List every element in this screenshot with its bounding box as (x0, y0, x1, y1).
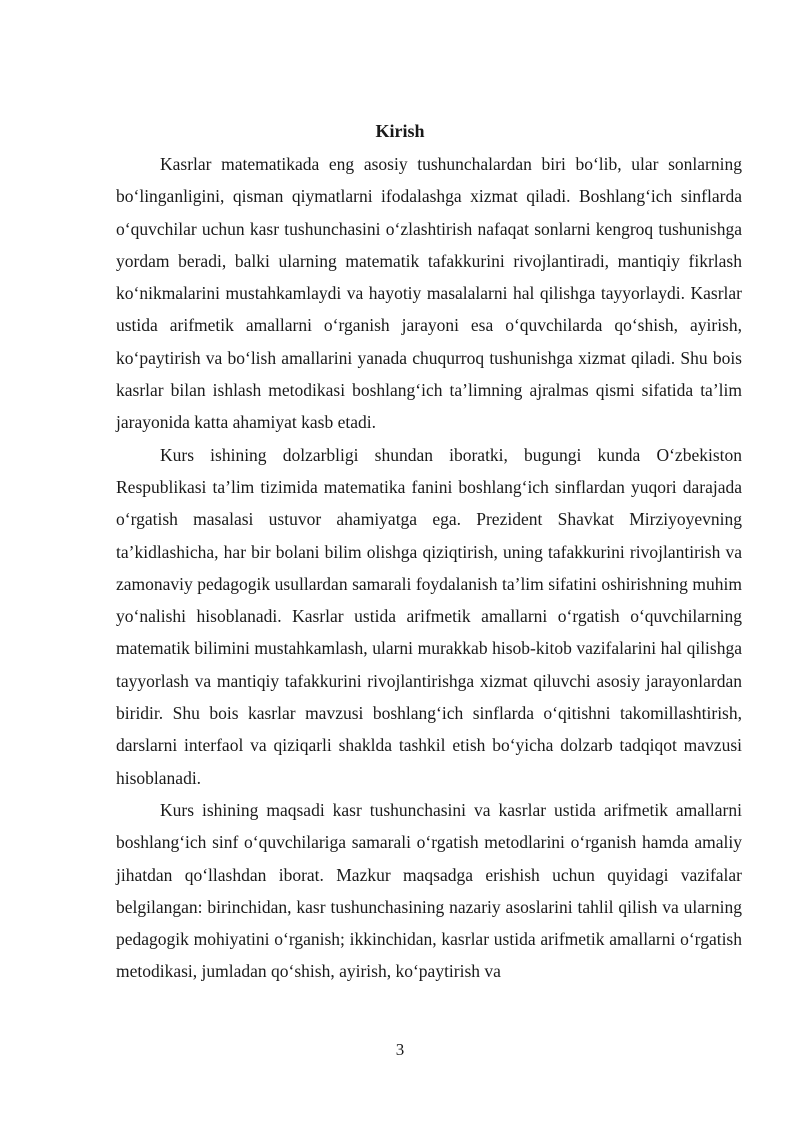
section-heading: Kirish (375, 121, 425, 141)
page-number: 3 (395, 1040, 405, 1059)
paragraph-relevance: Kurs ishining dolzarbligi shundan iboratki, bugungi kunda O‘zbekiston Respublikasi ta’lim tizimida matematika fanini boshlang‘ich sinflardan yuqori darajada o‘rgatish masalasi ustuvor ahamiyatga ega. Prezident Shavkat Mirziyoyevning ta’kidlashicha, har bir bolani bilim olishga qiziqtirish, uning tafakkurini rivojlantirish va zamonaviy pedagogik usullardan samarali foydalanish ta’lim sifatini oshirishning muhim yo‘nalishi hisoblanadi. Kasrlar ustida arifmetik amallarni o‘rgatish o‘quvchilarning matematik bilimini mustahkamlash, ularni murakkab hisob-kitob vazifalarini hal qilishga tayyorlash va mantiqiy tafakkurini rivojlantirishga xizmat qiluvchi asosiy jarayonlardan biridir. Shu bois kasrlar mavzusi boshlang‘ich sinflarda o‘qitishni takomillashtirish, darslarni interfaol va qiziqarli shaklda tashkil etish bo‘yicha dolzarb tadqiqot mavzusi hisoblanadi. (116, 444, 742, 788)
paragraph-intro: Kasrlar matematikada eng asosiy tushunchalardan biri bo‘lib, ular sonlarning bo‘linganligini, qisman qiymatlarni ifodalashga xizmat qiladi. Boshlang‘ich sinflarda o‘quvchilar uchun kasr tushunchasini o‘zlashtirish nafaqat sonlarni kengroq tushunishga yordam beradi, balki ularning matematik tafakkurini rivojlantiradi, mantiqiy fikrlash ko‘nikmalarini mustahkamlaydi va hayotiy masalalarni hal qilishga tayyorlaydi. Kasrlar ustida arifmetik amallarni o‘rganish jarayoni esa o‘quvchilarda qo‘shish, ayirish, ko‘paytirish va bo‘lish amallarini yanada chuqurroq tushunishga xizmat qiladi. Shu bois kasrlar bilan ishlash metodikasi boshlang‘ich ta’limning ajralmas qismi sifatida ta’lim jarayonida katta ahamiyat kasb etadi. (116, 154, 742, 433)
body-text (116, 148, 742, 988)
paragraph-goal: Kurs ishining maqsadi kasr tushunchasini va kasrlar ustida arifmetik amallarni boshlang‘ich sinf o‘quvchilariga samarali o‘rgatish metodlarini o‘rganish hamda amaliy jihatdan qo‘llashdan iborat. Mazkur maqsadga erishish uchun quyidagi vazifalar belgilangan: birinchidan, kasr tushunchasining nazariy asoslarini tahlil qilish va ularning pedagogik mohiyatini o‘rganish; ikkinchidan, kasrlar ustida arifmetik amallarni o‘rgatish metodikasi, jumladan qo‘shish, ayirish, ko‘paytirish va (116, 799, 742, 982)
